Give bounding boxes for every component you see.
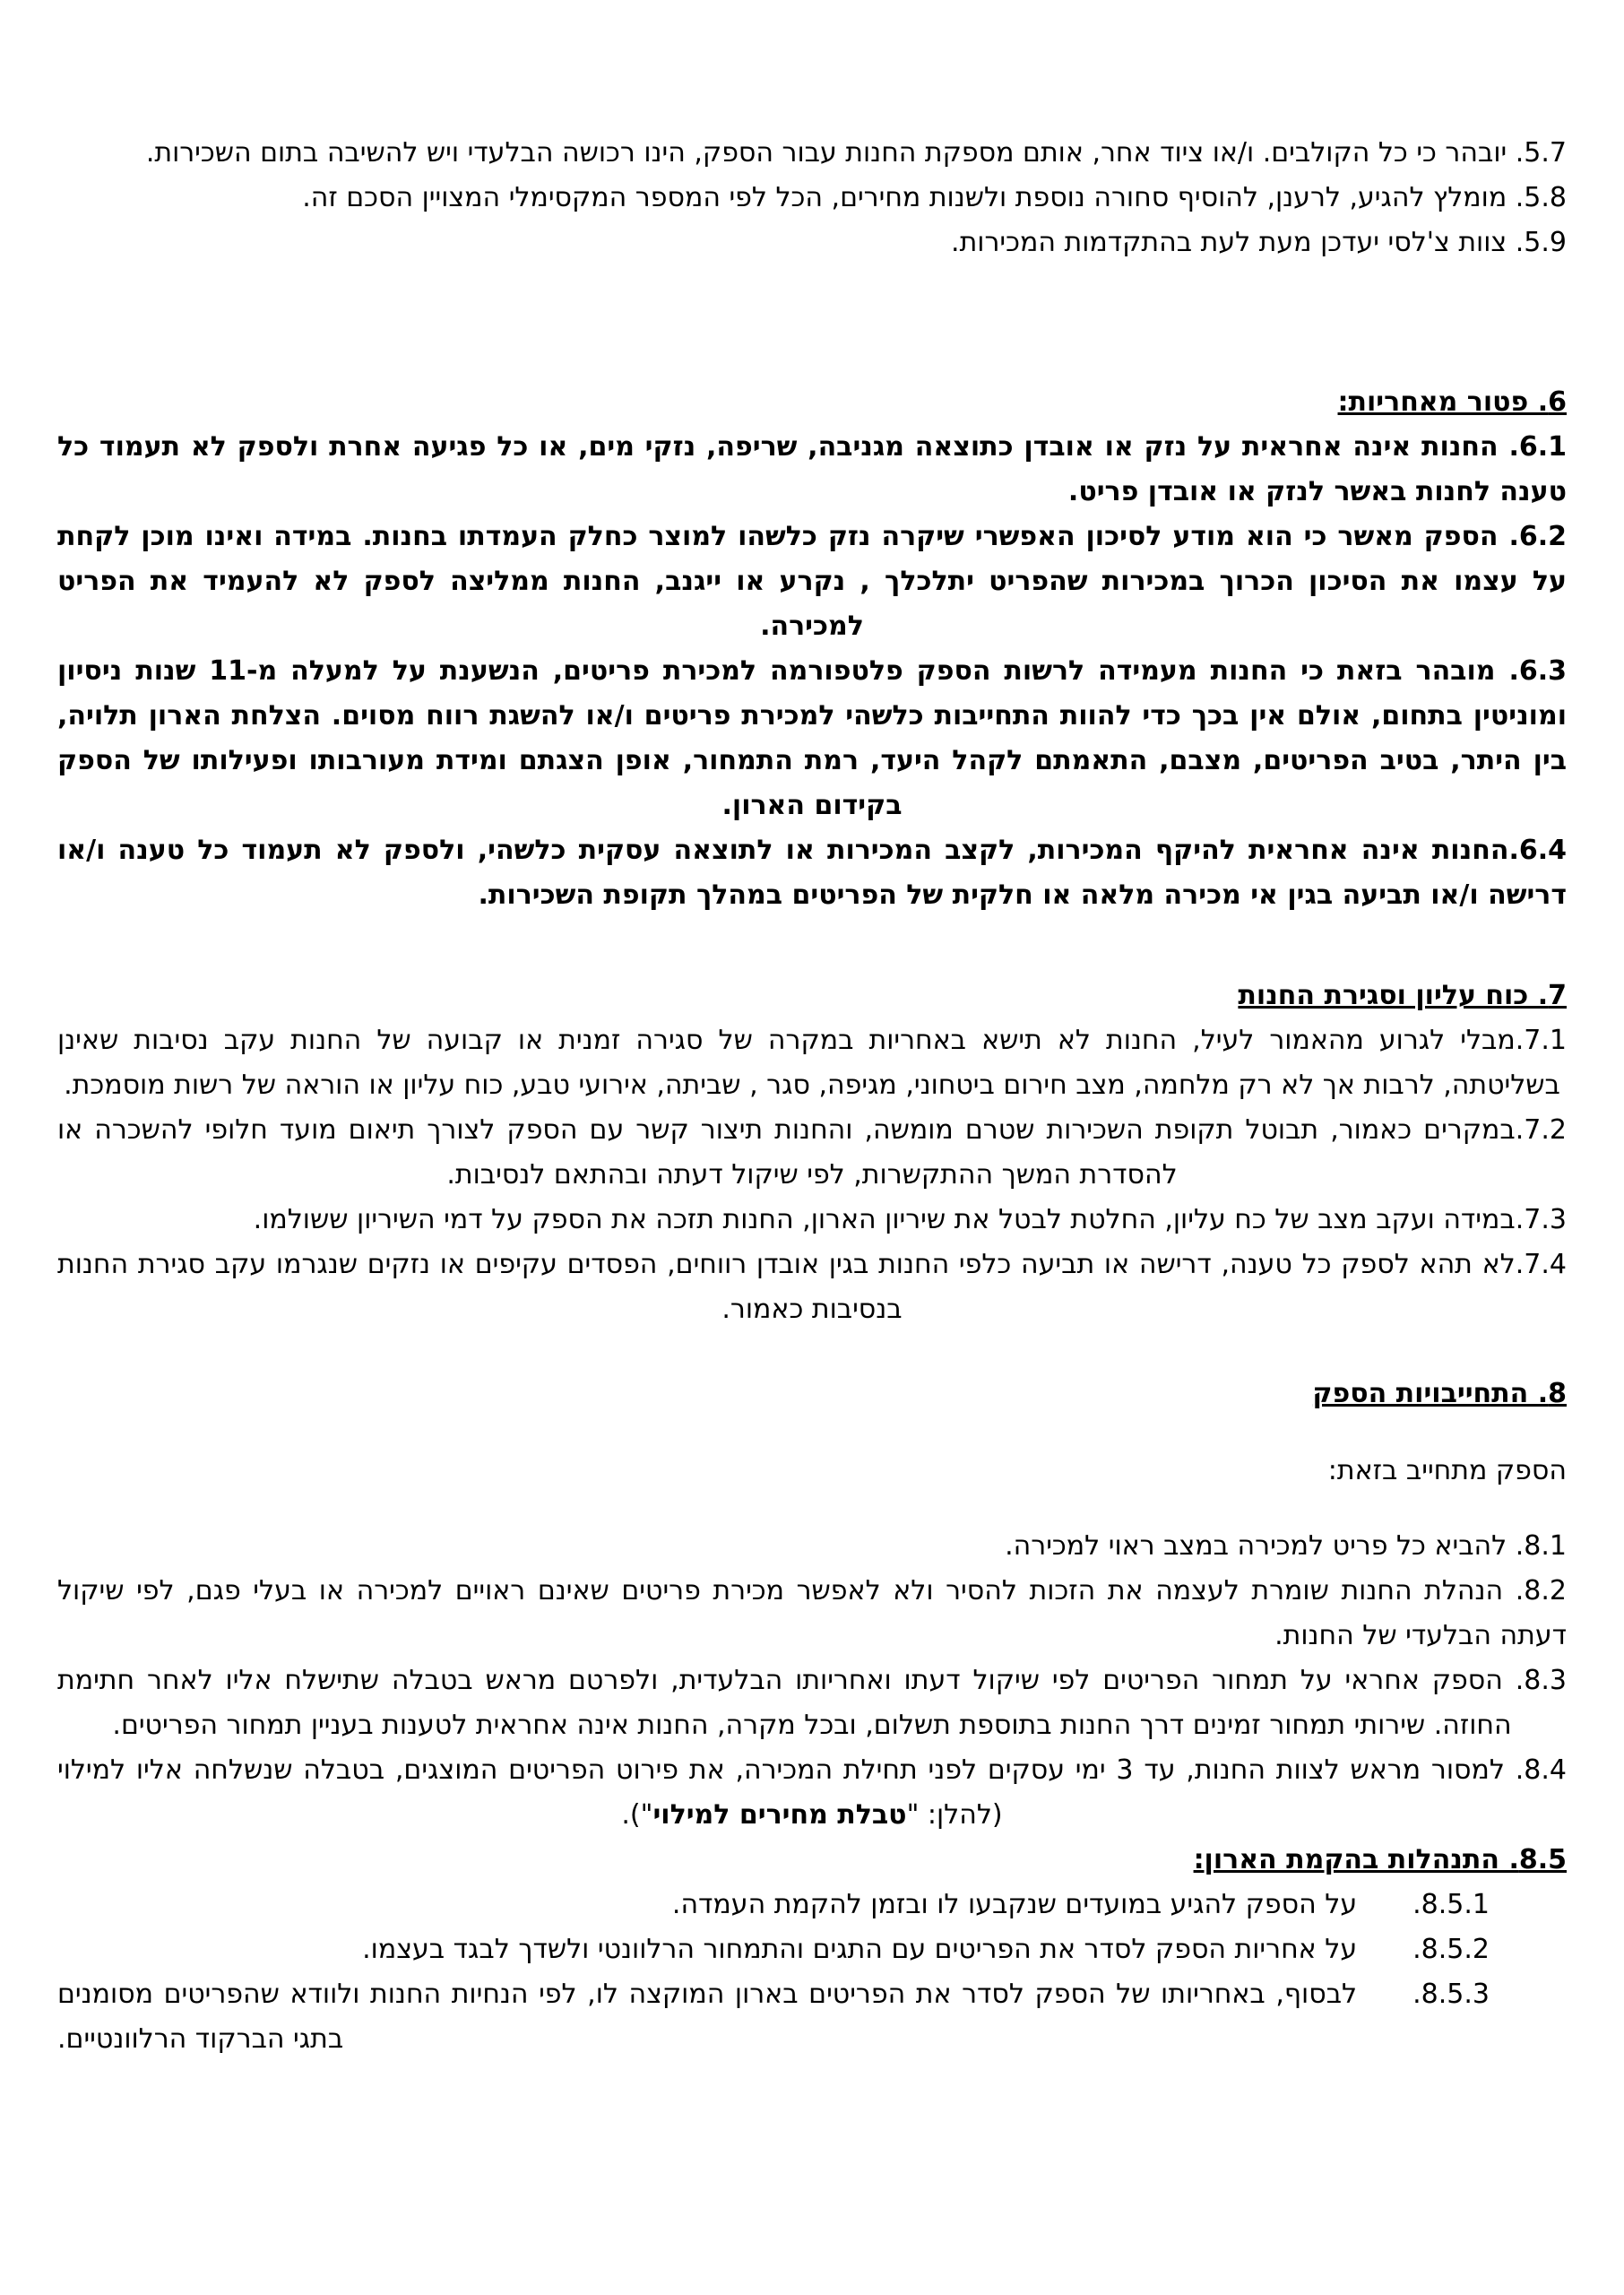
clause-5-7 [57,131,1567,176]
clause-number: 8.4. [1504,1754,1567,1786]
clause-text: יובהר כי כל הקולבים. ו/או ציוד אחר, אותם מספקת החנות עבור הספק, הינו רכושה הבלעדי ויש להשיבה בתום השכירות. [145,137,1507,169]
clause-text: מבלי לגרוע מהאמור לעיל, החנות לא תישא באחריות במקרה של סגירה זמנית או קבועה של החנות עקב נסיבות שאינן בשליטתה, לרבות אך לא רק מלחמה, מצב חירום ביטחוני, מגיפה, סגר , שביתה, אירועי טבע, כוח עליון או הוראה של רשות מוסמכת. [57,1025,1560,1101]
clause-text: על הספק להגיע במועדים שנקבעו לו ובזמן להקמת העמדה. [671,1889,1358,1920]
clause-6-3 [57,649,1567,828]
clause-text: החנות אינה אחראית להיקף המכירות, לקצב המכירות או לתוצאה עסקית כלשהי, ולספק לא תעמוד כל טענה ו/או דרישה ו/או תביעה בגין אי מכירה מלאה או חלקית של הפריטים במהלך תקופת השכירות. [57,835,1567,911]
clause-number: 5.9. [1507,227,1567,258]
clause-8-5-2 [57,1927,1567,1972]
clause-text: למסור מראש לצוות החנות, עד 3 ימי עסקים לפני תחילת המכירה, את פירוט הפריטים המוצגים, בטבלה שנשלחה אליו למילוי (להלן: " [57,1754,1505,1831]
clause-8-1 [57,1524,1567,1569]
clause-number: 6.2. [1498,521,1568,552]
clause-8-5-3 [57,1972,1567,2062]
clause-6-4 [57,828,1567,918]
clause-text: על אחריות הספק לסדר את הפריטים עם התגים והתמחור הרלוונטי ולשדך לבגד בעצמו. [362,1934,1358,1965]
clause-7-4 [57,1243,1567,1332]
clause-7-1 [57,1018,1567,1108]
section-6-heading: 6. פטור מאחריות: [1337,386,1567,418]
clause-text: לבסוף, באחריותו של הספק לסדר את הפריטים בארון המוקצה לו, לפי הנחיות החנות ולוודא שהפריטים מסומנים בתגי הברקוד הרלוונטיים. [57,1979,1358,2055]
clause-text: לא תהא לספק כל טענה, דרישה או תביעה כלפי החנות בגין אובדן רווחים, הפסדים עקיפים או נזקים שנגרמו עקב סגירת החנות בנסיבות כאמור. [57,1249,1516,1325]
section-7-heading: 7. כוח עליון וסגירת החנות [1238,980,1567,1011]
clause-number: 6.4. [1508,835,1567,866]
clause-text: החנות אינה אחראית על נזק או אובדן כתוצאה מגניבה, שריפה, נזקי מים, או כל פגיעה אחרת ולספק לא תעמוד כל טענה לחנות באשר לנזק או אובדן פריט. [57,431,1567,507]
clause-number: 5.8. [1507,182,1567,213]
clause-8-2 [57,1569,1567,1658]
section-8-intro: הספק מתחייב בזאת: [1327,1455,1567,1486]
clause-number: 8.2. [1503,1575,1567,1606]
clause-number: 7.4. [1515,1249,1567,1280]
clause-number: 5.7. [1507,137,1567,169]
clause-number: 6.1. [1498,431,1567,463]
clause-6-2 [57,515,1567,649]
section-8-heading: 8. התחייבויות הספק [1312,1378,1567,1409]
clause-text: הספק אחראי על תמחור הפריטים לפי שיקול דעתו ואחריותו הבלעדית, ולפרטם מראש בטבלה שתישלח אליו לאחר חתימת החוזה. שירותי תמחור זמינים דרך החנות בתוספת תשלום, ובכל מקרה, החנות אינה אחראית לטענות בעניין תמחור הפריטים. [57,1665,1512,1741]
clause-number: 8.1. [1507,1530,1567,1562]
clause-number: 7.2. [1515,1114,1567,1146]
clause-5-9 [57,221,1567,265]
clause-5-8 [57,176,1567,221]
clause-text: צוות צ'לסי יעדכן מעת לעת בהתקדמות המכירות. [951,227,1507,258]
clause-text: במקרים כאמור, תבוטל תקופת השכירות שטרם מומשה, והחנות תיצור קשר עם הספק לצורך תיאום מועד חלופי להשכרה או להסדרת המשך ההתקשרות, לפי שיקול דעתה ובהתאם לנסיבות. [57,1114,1516,1191]
clause-number: 8.5.3. [1412,1979,1490,2010]
clause-number: 8.5.2. [1412,1934,1490,1965]
clause-8-3 [57,1658,1567,1748]
section-8-5-heading: 8.5. התנהלות בהקמת הארון: [1193,1844,1567,1875]
clause-text: מומלץ להגיע, לרענן, להוסיף סחורה נוספת ולשנות מחירים, הכל לפי המספר המקסימלי המצויין הסכם זה. [302,182,1507,213]
clause-text: להביא כל פריט למכירה במצב ראוי למכירה. [1005,1530,1507,1562]
clause-number: 6.3. [1495,655,1567,687]
clause-8-5-1 [57,1883,1567,1927]
clause-text: מובהר בזאת כי החנות מעמידה לרשות הספק פלטפורמה למכירת פריטים, הנשענת על למעלה מ-11 שנות ניסיון ומוניטין בתחום, אולם אין בכך כדי להוות התחייבות כלשהי למכירת פריטים ו/או להשגת רווח מסוים. הצלחת הארון תלויה, בין היתר, בטיב הפריטים, מצבם, התאמתם לקהל היעד, רמת התמחור, אופן הצגתם ומידת מעורבותו ופעילותו של הספק בקידום הארון. [57,655,1567,821]
clause-8-4-bold-term: טבלת מחירים למילוי [652,1799,907,1831]
clause-text: הנהלת החנות שומרת לעצמה את הזכות להסיר ולא לאפשר מכירת פריטים שאינם ראויים למכירה או בעלי פגם, לפי שיקול דעתה הבלעדי של החנות. [57,1575,1567,1651]
clause-7-2 [57,1108,1567,1198]
clause-text: הספק מאשר כי הוא מודע לסיכון האפשרי שיקרה נזק כלשהו למוצר כחלק העמדתו בחנות. במידה ואינו מוכן לקחת על עצמו את הסיכון הכרוך במכירות שהפריט יתלכלך , נקרע או ייגנב, החנות ממליצה לספק לא להעמיד את הפריט למכירה. [57,521,1567,642]
clause-number: 8.3. [1502,1665,1567,1696]
clause-text: במידה ועקב מצב של כח עליון, החלטת לבטל את שיריון הארון, החנות תזכה את הספק על דמי השיריון ששולמו. [253,1204,1516,1235]
clause-6-1 [57,425,1567,515]
clause-number: 8.5.1. [1412,1889,1490,1920]
clause-7-3 [57,1198,1567,1243]
clause-number: 7.1. [1515,1025,1567,1056]
clause-number: 7.3. [1515,1204,1567,1235]
clause-8-4 [57,1748,1567,1838]
clause-text: "). [621,1799,653,1831]
